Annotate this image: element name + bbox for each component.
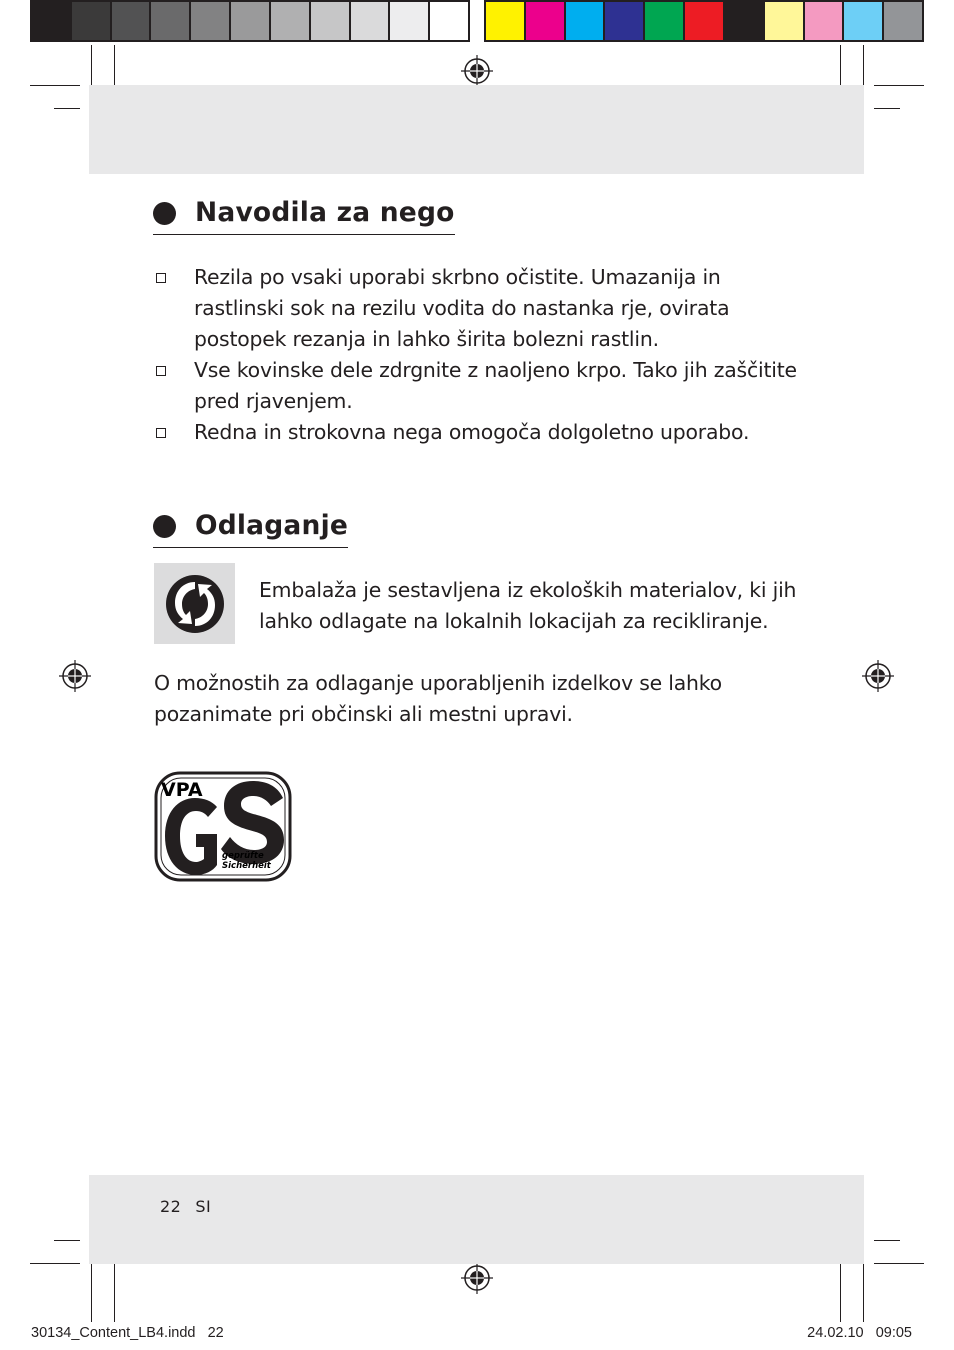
gs-certification-logo — [154, 771, 292, 882]
crop-mark — [874, 1263, 924, 1264]
crop-mark — [874, 108, 900, 109]
crop-mark — [114, 1260, 115, 1322]
color-swatch — [112, 2, 152, 40]
color-swatch — [32, 2, 72, 40]
crop-mark — [91, 45, 92, 89]
color-swatch — [765, 2, 805, 40]
gray-calibration-bar — [30, 0, 470, 42]
disposal-title: Odlaganje — [195, 510, 349, 541]
color-swatch — [311, 2, 351, 40]
recycle-text: Embalaža je sestavljena iz ekoloških materialov, ki jih lahko odlagate na lokalnih lokacijah za recikliranje. — [259, 578, 797, 633]
crop-mark — [840, 1260, 841, 1322]
bullet-dot-icon — [153, 515, 176, 538]
crop-mark — [874, 85, 924, 86]
registration-mark-icon — [862, 660, 894, 692]
color-swatch — [430, 2, 468, 40]
disposal-heading — [153, 507, 348, 548]
bullet-dot-icon — [153, 202, 176, 225]
checkbox-square-icon — [156, 366, 166, 376]
crop-mark — [863, 1260, 864, 1322]
recycle-symbol — [154, 563, 235, 644]
crop-mark — [863, 45, 864, 89]
list-item: Redna in strokovna nega omogoča dolgoletno uporabo. — [153, 417, 813, 448]
color-swatch — [566, 2, 606, 40]
page-footer — [160, 1197, 211, 1216]
checkbox-square-icon — [156, 428, 166, 438]
color-calibration-bar — [484, 0, 924, 42]
color-swatch — [645, 2, 685, 40]
registration-mark-icon — [59, 660, 91, 692]
care-heading — [153, 194, 455, 235]
language-code: SI — [195, 1197, 212, 1216]
green-dot-recycle-icon — [164, 573, 226, 635]
crop-mark — [874, 1240, 900, 1241]
color-swatch — [526, 2, 566, 40]
color-swatch — [72, 2, 112, 40]
registration-mark-icon — [461, 55, 493, 87]
color-swatch — [231, 2, 271, 40]
color-swatch — [151, 2, 191, 40]
color-swatch — [351, 2, 391, 40]
slug-date-time: 24.02.10 09:05 — [807, 1325, 912, 1341]
registration-mark-icon — [461, 1262, 493, 1294]
crop-mark — [54, 108, 80, 109]
disposal-paragraph: O možnostih za odlaganje uporabljenih izdelkov se lahko pozanimate pri občinski ali mestni upravi. — [154, 671, 722, 726]
color-swatch — [191, 2, 231, 40]
slug-file-info: 30134_Content_LB4.indd 22 — [31, 1325, 224, 1341]
gs-logo-line1: geprüfte — [222, 851, 264, 861]
header-band — [89, 85, 864, 174]
crop-mark — [54, 1240, 80, 1241]
footer-band — [89, 1175, 864, 1264]
care-title: Navodila za nego — [195, 197, 455, 228]
page-number: 22 — [160, 1197, 182, 1216]
list-item: Vse kovinske dele zdrgnite z naoljeno krpo. Tako jih zaščitite pred rjavenjem. — [153, 355, 813, 417]
crop-mark — [30, 1263, 80, 1264]
crop-mark — [114, 45, 115, 89]
color-swatch — [390, 2, 430, 40]
color-swatch — [805, 2, 845, 40]
crop-mark — [840, 45, 841, 89]
list-item: Rezila po vsaki uporabi skrbno očistite. Umazanija in rastlinski sok na rezilu vodita do nastanka rje, ovirata postopek rezanja in lahko širita bolezni rastlin. — [153, 262, 813, 355]
color-swatch — [884, 2, 922, 40]
color-swatch — [685, 2, 725, 40]
color-swatch — [271, 2, 311, 40]
color-swatch — [725, 2, 765, 40]
color-swatch — [844, 2, 884, 40]
care-list — [153, 262, 813, 448]
color-swatch — [486, 2, 526, 40]
crop-mark — [91, 1260, 92, 1322]
crop-mark — [30, 85, 80, 86]
color-swatch — [605, 2, 645, 40]
gs-logo-line2: Sicherheit — [222, 861, 271, 871]
checkbox-square-icon — [156, 273, 166, 283]
gs-logo-vpa-label: VPA — [161, 779, 203, 801]
